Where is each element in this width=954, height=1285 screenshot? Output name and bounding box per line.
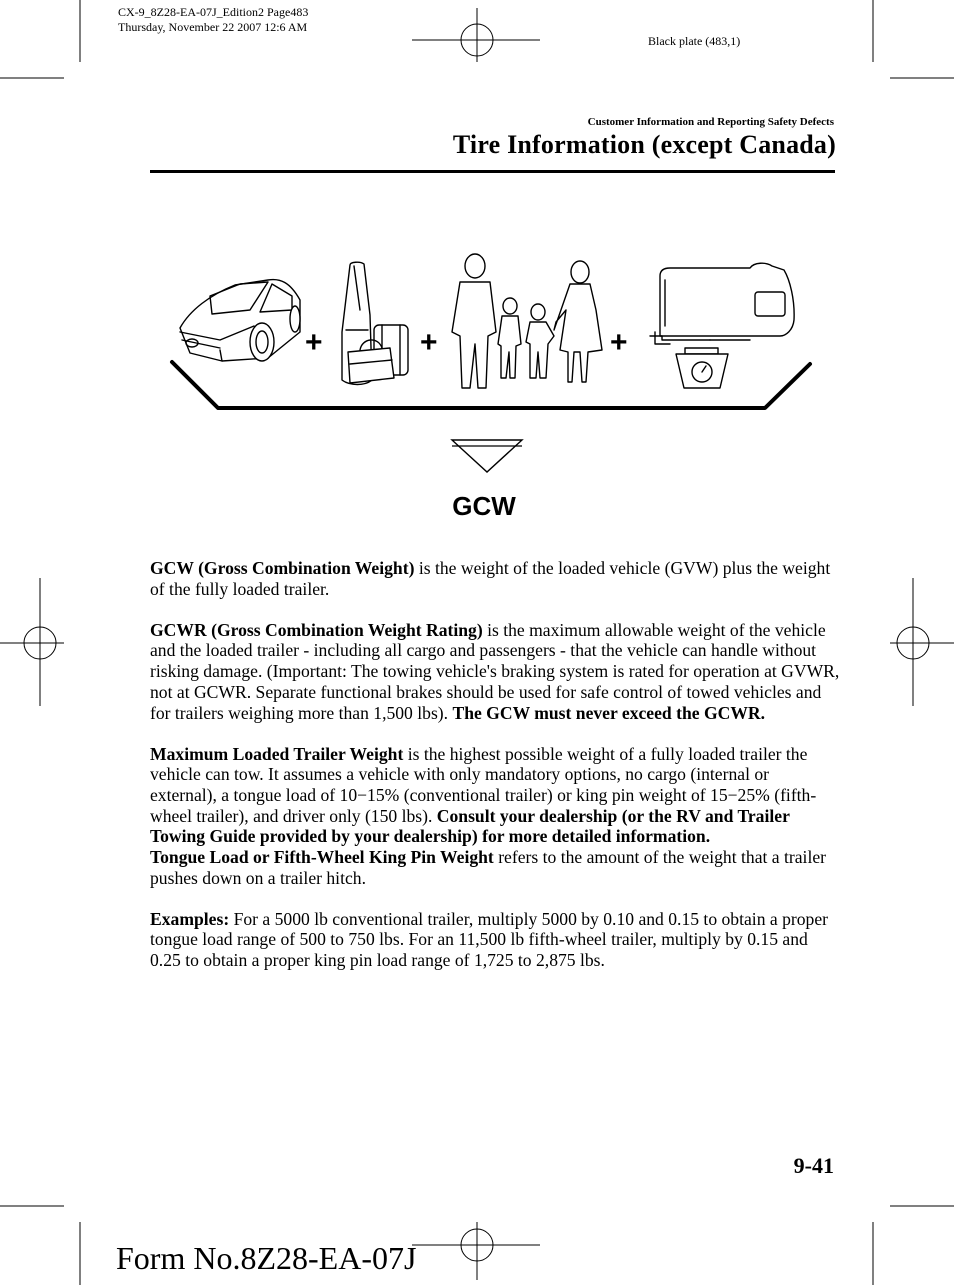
- trailer-image: [650, 263, 794, 388]
- passengers-image: [452, 254, 602, 388]
- title-rule: [150, 170, 835, 173]
- paragraph-gcw: GCW (Gross Combination Weight) is the weight of the loaded vehicle (GVW) plus the weight of the fully loaded trailer.: [150, 558, 831, 599]
- suv-image: [180, 280, 300, 361]
- luggage-image: [342, 262, 408, 384]
- print-info-date: Thursday, November 22 2007 12:6 AM: [118, 20, 308, 34]
- plate-info: Black plate (483,1): [648, 34, 741, 48]
- plus-sign-2: +: [420, 326, 438, 359]
- print-info: [118, 5, 308, 35]
- paragraph-gcwr: GCWR (Gross Combination Weight Rating) is the maximum allowable weight of the vehicle and the loaded trailer - including all cargo and passengers - that the vehicle can handle without risking damage. (Important: The towing vehicle's braking system is rated for operation at GVWR, not at GCWR. Separate functional brakes should be used for safe control of towed vehicles and for trailers weighing more than 1,500 lbs). The GCW must never exceed the GCWR.: [150, 619, 840, 723]
- print-info-file: CX-9_8Z28-EA-07J_Edition2 Page483: [118, 5, 309, 19]
- paragraph-examples: Examples: For a 5000 lb conventional trailer, multiply 5000 by 0.10 and 0.15 to obtain a proper tongue load range of 500 to 750 lbs. For an 11,500 lb fifth-wheel trailer, multiply by 0.15 and 0.25 to obtain a proper king pin load range of 1,725 to 2,875 lbs.: [150, 908, 829, 971]
- down-arrow-icon: [452, 440, 522, 472]
- gcw-label: GCW: [452, 491, 516, 521]
- body-text: [150, 558, 840, 991]
- paragraph-max-trailer-weight: Maximum Loaded Trailer Weight is the highest possible weight of a fully loaded trailer the vehicle can tow. It assumes a vehicle with only mandatory options, no cargo (internal or external), a tongue load of 10−15% (conventional trailer) or king pin weight of 15−25% (fifth-wheel trailer), and driver only (150 lbs). Consult your dealership (or the RV and Trailer Towing Guide provided by your dealership) for more detailed information. Tongue Load or Fifth-Wheel King Pin Weight refers to the amount of the weight that a trailer pushes down on a trailer hitch.: [150, 743, 826, 888]
- plus-sign-1: +: [305, 326, 323, 359]
- gcw-illustration: [150, 240, 835, 540]
- form-number: Form No.8Z28-EA-07J: [116, 1240, 417, 1276]
- plus-sign-3: +: [610, 326, 628, 359]
- page-number: 9-41: [793, 1153, 834, 1178]
- page-title: Tire Information (except Canada): [452, 130, 836, 159]
- section-header: Customer Information and Reporting Safety Defects: [587, 116, 834, 128]
